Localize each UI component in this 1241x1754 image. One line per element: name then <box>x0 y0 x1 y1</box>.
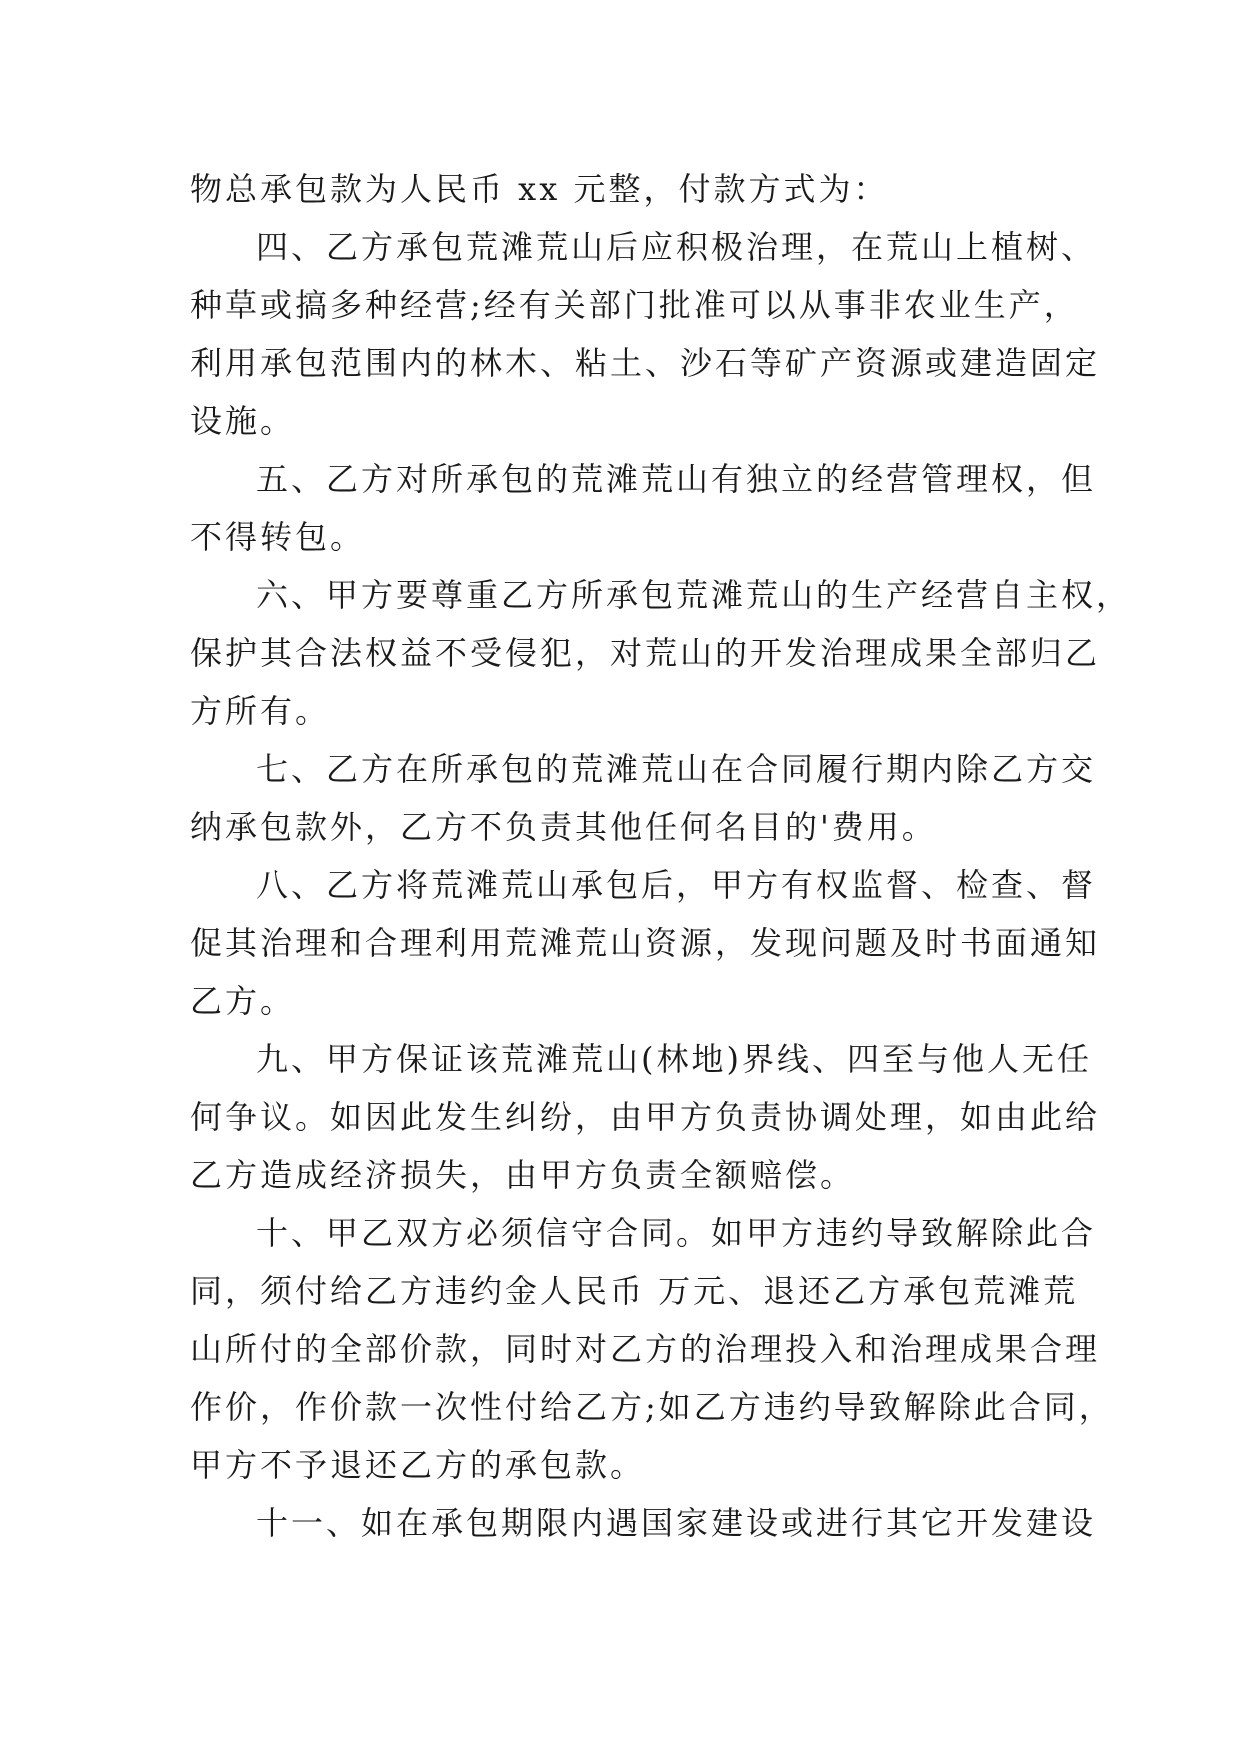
document-line: 乙方造成经济损失，由甲方负责全额赔偿。 <box>190 1156 856 1194</box>
document-line: 方所有。 <box>190 692 331 730</box>
document-line: 不得转包。 <box>190 518 366 556</box>
document-line: 促其治理和合理利用荒滩荒山资源，发现问题及时书面通知 <box>190 924 1101 962</box>
document-line: 四、乙方承包荒滩荒山后应积极治理，在荒山上植树、 <box>256 228 1097 266</box>
document-line: 保护其合法权益不受侵犯，对荒山的开发治理成果全部归乙 <box>190 634 1101 672</box>
document-line: 山所付的全部价款，同时对乙方的治理投入和治理成果合理 <box>190 1330 1101 1368</box>
document-line: 九、甲方保证该荒滩荒山(林地)界线、四至与他人无任 <box>256 1040 1092 1078</box>
document-line: 甲方不予退还乙方的承包款。 <box>190 1446 646 1484</box>
document-line: 何争议。如因此发生纠纷，由甲方负责协调处理，如由此给 <box>190 1098 1101 1136</box>
document-body <box>190 160 1132 1552</box>
document-line: 八、乙方将荒滩荒山承包后，甲方有权监督、检查、督 <box>256 866 1097 904</box>
document-line: 七、乙方在所承包的荒滩荒山在合同履行期内除乙方交 <box>256 750 1097 788</box>
document-line: 设施。 <box>190 402 296 440</box>
document-line: 作价，作价款一次性付给乙方;如乙方违约导致解除此合同， <box>190 1388 1114 1426</box>
document-line: 种草或搞多种经营;经有关部门批准可以从事非农业生产， <box>190 286 1079 324</box>
document-line: 五、乙方对所承包的荒滩荒山有独立的经营管理权，但 <box>256 460 1097 498</box>
document-line: 纳承包款外，乙方不负责其他任何名目的'费用。 <box>190 808 937 846</box>
document-line: 十一、如在承包期限内遇国家建设或进行其它开发建设 <box>256 1504 1097 1542</box>
document-line: 同，须付给乙方违约金人民币 万元、退还乙方承包荒滩荒 <box>190 1272 1079 1310</box>
document-line: 乙方。 <box>190 982 296 1020</box>
document-line: 物总承包款为人民币 xx 元整，付款方式为： <box>190 170 889 208</box>
document-line: 利用承包范围内的林木、粘土、沙石等矿产资源或建造固定 <box>190 344 1101 382</box>
document-line: 六、甲方要尊重乙方所承包荒滩荒山的生产经营自主权， <box>256 576 1132 614</box>
document-line: 十、甲乙双方必须信守合同。如甲方违约导致解除此合 <box>256 1214 1097 1252</box>
